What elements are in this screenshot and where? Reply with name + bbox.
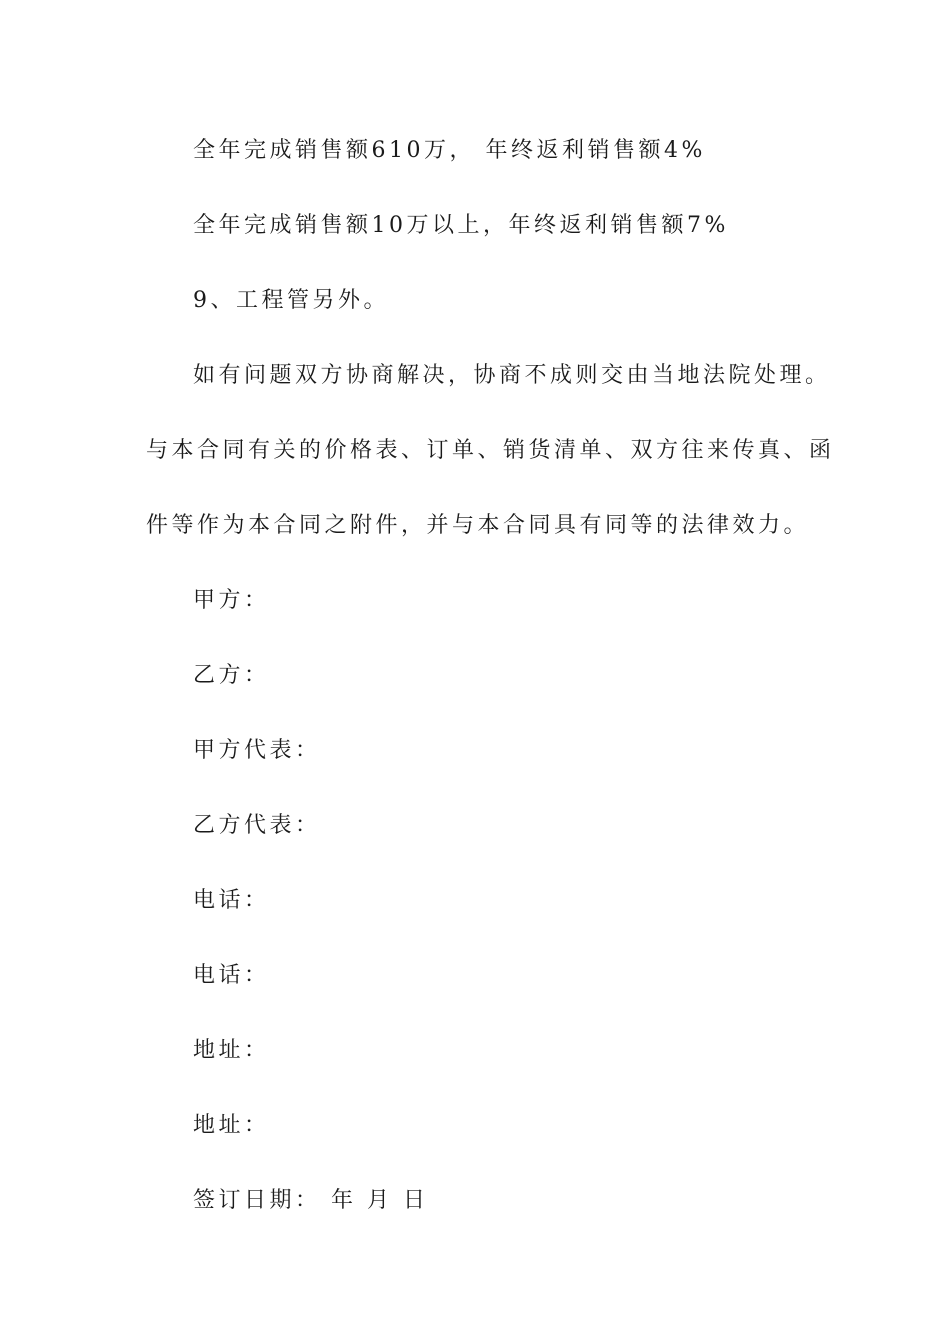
address-a-label: 地址： <box>193 1038 270 1063</box>
phone-a-label: 电话： <box>193 888 270 913</box>
party-a-label: 甲方： <box>193 588 270 613</box>
party-b-label: 乙方： <box>193 663 270 688</box>
engineering-clause: 9、工程管另外。 <box>193 288 389 313</box>
address-b-label: 地址： <box>193 1113 270 1138</box>
dispute-clause: 如有问题双方协商解决，协商不成则交由当地法院处理。 <box>193 363 831 388</box>
attachments-clause-line2: 件等作为本合同之附件，并与本合同具有同等的法律效力。 <box>146 513 810 538</box>
rebate-clause-10: 全年完成销售额10万以上，年终返利销售额7% <box>193 213 729 238</box>
attachments-clause-line1: 与本合同有关的价格表、订单、销货清单、双方往来传真、函 <box>146 438 835 463</box>
sign-date-label: 签订日期： 年 月 日 <box>193 1188 429 1213</box>
rebate-clause-610: 全年完成销售额610万， 年终返利销售额4% <box>193 138 706 163</box>
party-b-rep-label: 乙方代表： <box>193 813 321 838</box>
party-a-rep-label: 甲方代表： <box>193 738 321 763</box>
phone-b-label: 电话： <box>193 963 270 988</box>
